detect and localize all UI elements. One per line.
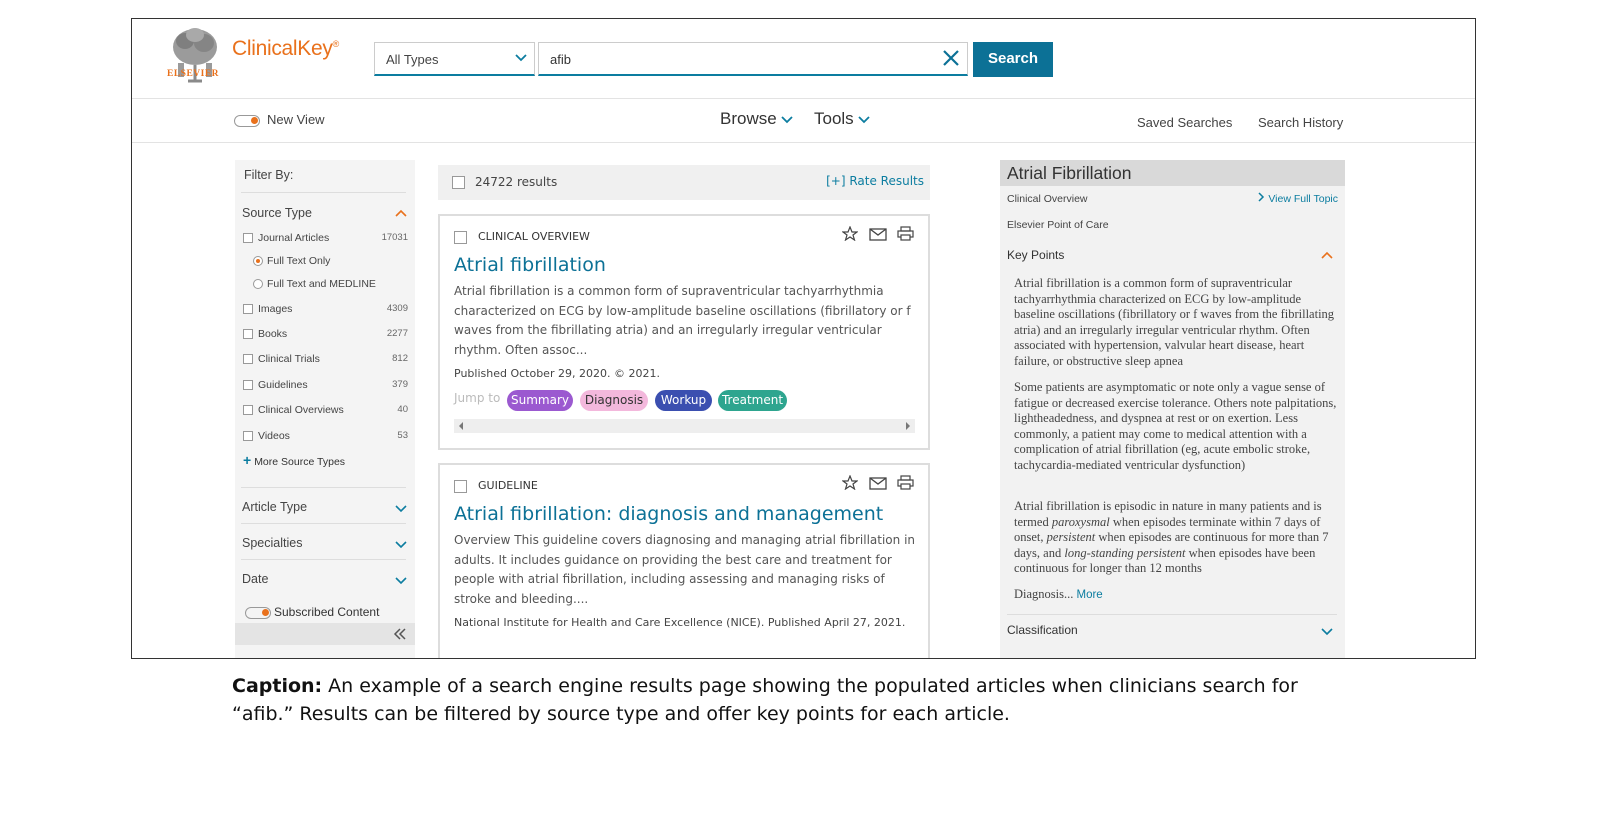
chevron-down-icon[interactable] [1321,627,1333,636]
view-full-topic-label: View Full Topic [1268,193,1338,205]
filter-guidelines[interactable] [243,379,408,395]
figure-caption [232,672,1352,728]
search-input[interactable] [538,42,968,76]
caption-label: Caption: [232,675,323,697]
browse-label: Browse [720,109,777,128]
rate-results-link[interactable]: [+] Rate Results [826,174,924,188]
radio-button[interactable] [253,279,263,289]
divider [241,192,406,193]
topic-panel-header [1000,160,1345,186]
source-type-heading[interactable]: Source Type [242,206,312,220]
key-points-heading[interactable]: Key Points [1007,248,1065,262]
divider [1007,614,1337,615]
brand-name: ClinicalKey [232,37,333,60]
tools-menu[interactable] [814,109,870,129]
result-checkbox[interactable] [454,480,467,493]
result-card [438,463,930,659]
new-view-toggle[interactable] [234,115,260,127]
filter-videos[interactable] [243,430,408,446]
more-source-types-label: More Source Types [254,456,346,468]
content-type-select[interactable] [374,42,535,76]
result-snippet: Atrial fibrillation is a common form of supraventricular tachyarrhythmia characterized on ECG by low-amplitude baseline oscillations (fibrillatory or f waves from the fibrillating atria) and an irregularly irregular ventricular rhythm. Often assoc... [454,284,911,357]
key-point-term: long-standing persistent [1064,545,1186,560]
more-link[interactable]: More [1076,589,1103,601]
elsevier-wordmark: ELSEVIER [167,69,220,79]
filter-label: Journal Articles [258,232,330,244]
filter-clinical-trials[interactable] [243,353,408,369]
results-count: 24722 results [475,175,558,189]
chevron-right-icon [1258,192,1265,202]
result-actions [836,226,914,246]
checkbox[interactable] [243,304,253,314]
new-view-label: New View [267,112,325,127]
filter-count: 812 [392,353,408,364]
key-point-text: when episodes terminate within 7 days of onset, [1014,514,1321,544]
tag-summary[interactable]: Summary [507,390,573,411]
scroll-right-icon[interactable] [905,422,911,430]
result-title-link[interactable]: Atrial fibrillation: diagnosis and management [454,503,884,525]
search-query: afib [550,52,571,67]
radio-button[interactable] [253,256,263,266]
chevron-up-icon[interactable] [1321,251,1333,260]
filter-label: Images [258,303,293,315]
checkbox[interactable] [243,405,253,415]
key-point-text: when episodes have been continuous for longer than 12 months [1014,545,1316,575]
key-point-text: when episodes are continuous for more than 7 days, and [1014,530,1329,560]
nav-bar [132,98,1475,143]
filter-label: Books [258,328,288,340]
search-history-link[interactable]: Search History [1258,115,1344,130]
collapse-sidebar-bar[interactable] [235,623,415,645]
horizontal-scrollbar[interactable] [454,419,915,433]
filter-books[interactable] [243,328,408,344]
header [132,19,1475,99]
key-point-paragraph: Some patients are asymptomatic or note only a vague sense of fatigue or decreased exercise tolerance. Others note palpitations, lightheadedness, and dyspnea at rest or on exertion. Less commonly, a patient may come to medical attention with a complication of atrial fibrillation (eg, acute embolic stroke, tachycardia-mediated ventricular dysfunction) [1014,380,1337,472]
result-type: CLINICAL OVERVIEW [478,230,590,243]
radio-full-text-only[interactable] [243,255,408,271]
chevron-up-icon[interactable] [395,209,407,218]
filter-label: Videos [258,430,290,442]
filter-count: 17031 [381,232,408,243]
double-chevron-left-icon[interactable] [393,628,407,640]
chevron-down-icon [515,53,527,63]
result-checkbox[interactable] [454,231,467,244]
more-source-types-link[interactable] [243,452,345,468]
divider [241,559,406,560]
chevron-down-icon [858,115,870,124]
topic-source: Elsevier Point of Care [1007,219,1109,231]
filter-count: 4309 [386,303,408,314]
print-icon[interactable] [897,226,914,241]
tag-workup[interactable]: Workup [655,390,712,411]
registered-mark: ® [332,39,339,49]
browse-menu[interactable] [720,109,793,129]
checkbox[interactable] [243,431,253,441]
key-point-paragraph [1014,587,1339,604]
topic-subtitle: Clinical Overview [1007,193,1088,205]
view-full-topic-link[interactable] [1258,192,1338,205]
filter-by-heading: Filter By: [244,168,294,182]
email-icon[interactable] [869,476,887,490]
checkbox[interactable] [243,329,253,339]
filter-count: 53 [397,430,408,441]
scroll-left-icon[interactable] [458,422,464,430]
filter-sidebar [235,160,415,659]
filter-label: Clinical Trials [258,353,320,365]
tools-label: Tools [814,109,854,128]
key-point-paragraph [1014,499,1339,577]
checkbox[interactable] [243,233,253,243]
result-actions [836,475,914,495]
result-card [438,214,930,450]
saved-searches-link[interactable]: Saved Searches [1137,115,1233,130]
filter-count: 379 [392,379,408,390]
star-icon[interactable] [842,226,858,241]
chevron-down-icon[interactable] [395,540,407,549]
print-icon[interactable] [897,475,914,490]
clear-search-icon[interactable] [941,48,961,68]
key-point-text: Diagnosis... [1014,587,1074,601]
caption-text: An example of a search engine results page showing the populated articles when clinicians search for “afib.” Results can be filtered by source type and offer key points for each article. [232,675,1298,725]
tag-diagnosis[interactable]: Diagnosis [580,390,648,411]
email-icon[interactable] [869,227,887,241]
chevron-down-icon[interactable] [395,504,407,513]
specialties-heading[interactable]: Specialties [242,536,303,550]
radio-label: Full Text Only [267,255,331,267]
chevron-down-icon [781,115,793,124]
result-meta: Published October 29, 2020. © 2021. [454,367,660,380]
filter-clinical-overviews[interactable] [243,404,408,420]
result-snippet: Overview This guideline covers diagnosing and managing atrial fibrillation in adults. It includes guidance on providing the best care and treatment for people with atrial fibrillation, including assessing and managing risks of stroke and bleeding.... [454,533,916,606]
result-title-link[interactable]: Atrial fibrillation [454,254,606,276]
filter-count: 2277 [386,328,408,339]
search-button[interactable]: Search [973,42,1053,77]
filter-journal-articles[interactable] [243,232,408,248]
plus-icon: + [243,452,252,468]
date-heading[interactable]: Date [242,572,269,586]
filter-images[interactable] [243,303,408,319]
key-point-paragraph: Atrial fibrillation is a common form of supraventricular tachyarrhythmia characterized on ECG by low-amplitude baseline oscillations (fibrillatory or f waves from the fibrillating atria) and an irregularly irregular ventricular rhythm. Often associated with hypertension, valvular heart disease, heart failure, or obstructive sleep apnea [1014,276,1335,368]
divider [241,487,406,488]
divider [241,523,406,524]
article-type-heading[interactable]: Article Type [242,500,308,514]
result-type: GUIDELINE [478,479,538,492]
topic-title: Atrial Fibrillation [1007,163,1132,183]
filter-label: Clinical Overviews [258,404,344,416]
chevron-down-icon[interactable] [395,576,407,585]
checkbox[interactable] [243,354,253,364]
subscribed-content-label: Subscribed Content [274,605,380,619]
results-toolbar [438,165,930,200]
result-meta: National Institute for Health and Care Excellence (NICE). Published April 27, 2021. [454,616,906,629]
filter-count: 40 [397,404,408,415]
content-type-value: All Types [386,52,439,67]
subscribed-content-toggle[interactable] [245,607,271,619]
jump-to-label: Jump to [454,391,501,405]
key-point-term: persistent [1046,530,1096,544]
radio-full-text-medline[interactable] [243,278,408,294]
key-point-term: paroxysmal [1051,514,1110,529]
classification-heading[interactable]: Classification [1007,623,1078,637]
key-point-text: Atrial fibrillation is episodic in nature in many patients and is termed [1014,499,1322,529]
tag-treatment[interactable]: Treatment [718,390,787,411]
star-icon[interactable] [842,475,858,490]
clinicalkey-logo[interactable] [232,37,339,61]
screenshot-frame [131,18,1476,659]
radio-label: Full Text and MEDLINE [267,278,376,290]
filter-label: Guidelines [258,379,308,391]
select-all-checkbox[interactable] [452,176,465,189]
checkbox[interactable] [243,380,253,390]
topic-panel [1000,160,1345,659]
